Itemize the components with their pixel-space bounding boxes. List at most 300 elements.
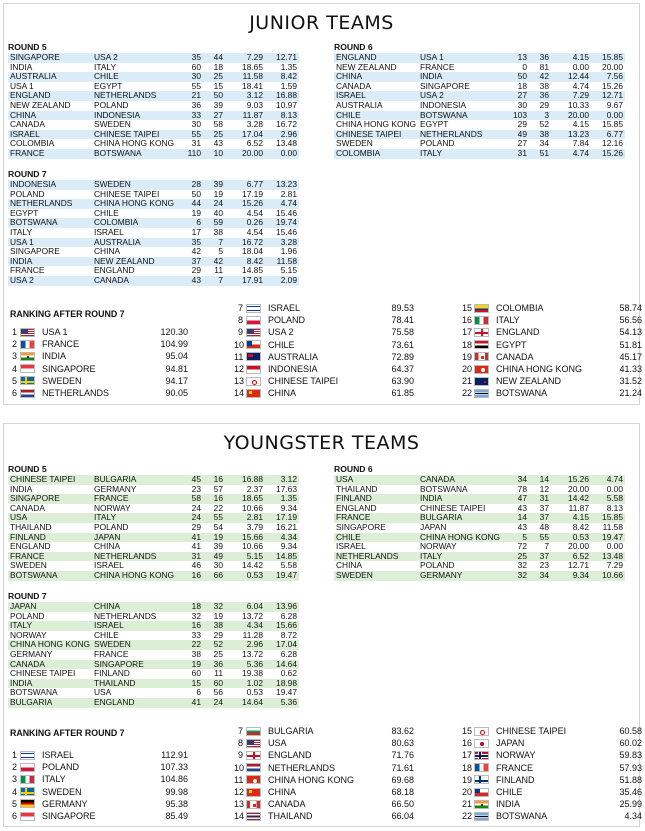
botswana-flag-icon (474, 812, 489, 821)
away-team: NETHERLANDS (94, 552, 179, 562)
away-team: CHINESE TAIPEI (94, 130, 179, 140)
home-imps: 27 (517, 139, 527, 149)
away-imps: 39 (213, 100, 223, 110)
away-team: ENGLAND (94, 266, 135, 276)
away-vp: 15.85 (589, 513, 625, 523)
away-team: CHINA HONG KONG (94, 139, 175, 149)
home-imps: 58 (179, 494, 201, 504)
away-imps: 12 (539, 484, 549, 494)
home-imps: 30 (517, 100, 527, 110)
match-row (334, 533, 625, 543)
hong-kong-flag-icon (474, 365, 489, 374)
away-vp: 19.47 (276, 688, 297, 698)
match-row (8, 660, 299, 670)
away-vp: 0.00 (263, 149, 299, 159)
away-team: INDIA (420, 72, 505, 82)
ranking-row (8, 749, 188, 761)
home-team: SWEDEN (10, 561, 47, 571)
home-team: POLAND (10, 189, 45, 199)
ranking-column-3 (462, 725, 642, 823)
italy-flag-icon (474, 316, 489, 325)
usa-flag-icon (246, 739, 261, 748)
home-imps: 103 (505, 111, 527, 121)
home-imps: 55 (179, 130, 201, 140)
home-imps: 14 (505, 513, 527, 523)
away-team: NETHERLANDS (420, 130, 505, 140)
home-imps: 38 (191, 649, 201, 659)
indonesia-flag-icon (246, 365, 261, 374)
away-team: JAPAN (94, 533, 179, 543)
match-row (334, 542, 625, 552)
home-vp: 13.23 (549, 130, 589, 140)
home-imps: 21 (179, 91, 201, 101)
ranking-row (462, 810, 642, 822)
away-vp: 3.12 (263, 475, 299, 485)
home-team: BOTSWANA (8, 218, 94, 228)
home-vp: 6.52 (549, 552, 589, 562)
home-vp: 0.53 (246, 688, 263, 698)
rank-score: 94.17 (165, 375, 188, 386)
home-imps: 60 (191, 669, 201, 679)
home-team: FRANCE (8, 149, 94, 159)
home-team: ITALY (8, 621, 94, 631)
match-row (8, 513, 299, 523)
away-vp: 14.64 (263, 660, 299, 670)
away-imps: 25 (201, 72, 223, 82)
away-team: CANADA (94, 276, 179, 286)
away-vp: 0.00 (589, 111, 625, 121)
home-imps: 41 (179, 698, 201, 708)
bulgaria-flag-icon (246, 727, 261, 736)
home-imps: 31 (179, 552, 201, 562)
usa-flag-icon (20, 328, 35, 337)
rank-team: CHINA (268, 787, 297, 798)
rank-score: 94.81 (165, 363, 188, 374)
away-imps: 30 (213, 561, 223, 571)
away-vp: 7.56 (589, 72, 625, 82)
home-imps: 30 (179, 72, 201, 82)
match-row (8, 149, 299, 159)
ranking-row (234, 810, 414, 822)
home-team: INDONESIA (8, 180, 94, 190)
match-row (8, 120, 299, 130)
home-vp: 11.28 (242, 630, 263, 640)
home-imps: 41 (179, 533, 201, 543)
away-imps: 55 (201, 513, 223, 523)
home-imps: 24 (179, 513, 201, 523)
away-team: POLAND (420, 561, 455, 571)
away-vp: 8.13 (606, 503, 623, 513)
home-imps: 60 (191, 62, 201, 72)
india-flag-icon (20, 352, 35, 361)
match-row (8, 111, 299, 121)
ranking-row (8, 375, 188, 387)
away-imps: 39 (201, 180, 223, 190)
away-team: CHINA (94, 542, 121, 552)
home-imps: 18 (517, 81, 527, 91)
home-imps: 47 (505, 494, 527, 504)
home-team: NEW ZEALAND (336, 62, 397, 72)
home-vp: 12.44 (549, 72, 589, 82)
rank-team: COLOMBIA (496, 303, 544, 314)
match-row (8, 139, 299, 149)
home-vp: 4.74 (572, 81, 589, 91)
home-imps: 16 (179, 571, 201, 581)
home-vp: 17.19 (242, 189, 263, 199)
ranking-row (8, 761, 188, 773)
match-row (8, 475, 299, 485)
ranking-row (462, 363, 642, 375)
round-label: ROUND 7 (8, 169, 47, 179)
home-imps: 23 (191, 484, 201, 494)
away-team: FRANCE (420, 62, 455, 72)
away-vp: 9.34 (280, 503, 297, 513)
rank-score: 95.38 (165, 798, 188, 809)
ranking-row (462, 302, 642, 314)
match-row (8, 552, 299, 562)
rank-score: 90.05 (165, 388, 188, 399)
home-imps: 13 (505, 53, 527, 63)
home-team: GERMANY (10, 649, 53, 659)
home-team: FRANCE (10, 266, 45, 276)
rank-score: 99.98 (165, 786, 188, 797)
home-team: SINGAPORE (336, 522, 386, 532)
home-vp: 16.72 (223, 238, 263, 248)
match-row (8, 631, 299, 641)
home-vp: 0.53 (549, 533, 589, 543)
usa-flag-icon (246, 328, 261, 337)
sweden-flag-icon (20, 376, 35, 385)
rank-position: 16 (462, 738, 473, 749)
rank-score: 54.13 (619, 327, 642, 338)
home-imps: 55 (191, 81, 201, 91)
away-vp: 17.04 (263, 640, 299, 650)
rank-team: CHINA HONG KONG (268, 774, 355, 785)
away-imps: 34 (539, 139, 549, 149)
away-imps: 32 (201, 602, 223, 612)
home-imps: 50 (505, 72, 527, 82)
home-team: NETHERLANDS (8, 199, 94, 209)
rank-score: 51.81 (619, 339, 642, 350)
sweden-flag-icon (20, 787, 35, 796)
rank-team: ENGLAND (268, 750, 312, 761)
rank-position: 14 (234, 811, 245, 822)
ranking-row (8, 350, 188, 362)
rank-position: 4 (11, 363, 17, 374)
home-vp: 9.03 (246, 100, 263, 110)
rank-score: 69.68 (391, 774, 414, 785)
youngster-round7 (8, 591, 299, 708)
rank-team: SINGAPORE (42, 811, 96, 822)
away-vp: 3.28 (263, 238, 299, 248)
match-row (8, 72, 299, 82)
away-imps: 38 (213, 227, 223, 237)
home-vp: 14.42 (242, 561, 263, 571)
match-row (8, 63, 299, 73)
home-team: CANADA (336, 81, 371, 91)
home-vp: 10.66 (242, 503, 263, 513)
rank-position: 9 (237, 327, 243, 338)
home-team: COLOMBIA (334, 149, 420, 159)
home-team: CHINA (8, 111, 94, 121)
home-imps: 6 (196, 688, 201, 698)
ranking-row (234, 326, 414, 338)
match-row (334, 485, 625, 495)
ranking-column-1 (8, 749, 188, 822)
ranking-row (462, 387, 642, 399)
ranking-row (462, 326, 642, 338)
match-row (8, 485, 299, 495)
away-vp: 10.97 (276, 100, 297, 110)
away-team: ISRAEL (94, 227, 124, 237)
england-flag-icon (474, 328, 489, 337)
home-team: USA 1 (8, 238, 94, 248)
home-imps: 24 (191, 503, 201, 513)
away-vp: 5.36 (263, 698, 299, 708)
ranking-row (462, 786, 642, 798)
ranking-row (234, 798, 414, 810)
youngster-teams-panel (3, 423, 640, 827)
away-imps: 37 (539, 503, 549, 513)
away-imps: 42 (527, 72, 549, 82)
rank-team: THAILAND (268, 811, 313, 822)
rank-position: 20 (462, 364, 473, 375)
rank-position: 4 (11, 786, 17, 797)
away-imps: 10 (201, 149, 223, 159)
home-imps: 49 (505, 130, 527, 140)
home-team: USA 2 (8, 276, 94, 286)
rank-team: ISRAEL (42, 750, 75, 761)
away-imps: 44 (201, 53, 223, 63)
rank-score: 35.46 (619, 787, 642, 798)
away-imps: 39 (213, 542, 223, 552)
rank-team: ITALY (496, 315, 520, 326)
junior-round7 (8, 169, 299, 286)
match-row (8, 698, 299, 708)
rank-team: NORWAY (496, 750, 536, 761)
home-imps: 18 (179, 602, 201, 612)
youngster-title: YOUNGSTER TEAMS (223, 432, 420, 454)
match-row (334, 149, 625, 159)
match-row (8, 276, 299, 286)
rank-team: USA (268, 738, 287, 749)
ranking-row (8, 338, 188, 350)
away-team: CHINA (94, 247, 121, 257)
away-vp: 6.28 (280, 611, 297, 621)
ranking-row (462, 749, 642, 761)
rank-position: 15 (462, 303, 473, 314)
away-vp: 4.74 (263, 199, 299, 209)
france-flag-icon (20, 340, 35, 349)
rank-score: 4.34 (624, 811, 642, 822)
ranking-row (234, 363, 414, 375)
away-team: CHINESE TAIPEI (94, 189, 160, 199)
home-vp: 13.72 (242, 611, 263, 621)
home-imps: 44 (179, 199, 201, 209)
away-vp: 1.96 (280, 247, 297, 257)
match-row (8, 247, 299, 257)
home-vp: 4.74 (549, 149, 589, 159)
away-team: CHILE (94, 630, 119, 640)
chile-flag-icon (246, 340, 261, 349)
away-vp: 0.00 (606, 484, 623, 494)
away-vp: 11.58 (263, 257, 299, 267)
match-row (8, 101, 299, 111)
away-team: GERMANY (420, 571, 505, 581)
home-imps: 42 (191, 247, 201, 257)
round-label: ROUND 7 (8, 591, 47, 601)
home-imps: 35 (179, 238, 201, 248)
home-team: FINLAND (8, 533, 94, 543)
rank-position: 12 (234, 787, 245, 798)
away-vp: 7.29 (606, 561, 623, 571)
match-row (334, 72, 625, 82)
home-vp: 14.42 (549, 494, 589, 504)
ranking-row (234, 786, 414, 798)
home-vp: 12.71 (568, 561, 589, 571)
away-vp: 13.96 (263, 602, 299, 612)
away-team: USA (94, 688, 112, 698)
away-team: ISRAEL (94, 621, 179, 631)
home-vp: 4.34 (223, 621, 263, 631)
canada-flag-icon (474, 352, 489, 361)
away-team: BOTSWANA (420, 111, 505, 121)
away-imps: 14 (527, 475, 549, 485)
away-imps: 59 (201, 218, 223, 228)
away-vp: 16.72 (276, 120, 297, 130)
away-team: CHINESE TAIPEI (420, 503, 486, 513)
ranking-row (8, 387, 188, 399)
away-team: ITALY (94, 62, 117, 72)
away-imps: 36 (527, 53, 549, 63)
ranking-heading: RANKING AFTER ROUND 7 (10, 728, 125, 738)
away-team: SINGAPORE (94, 660, 179, 670)
rank-position: 2 (11, 762, 17, 773)
rank-team: BOTSWANA (496, 388, 548, 399)
away-imps: 24 (201, 199, 223, 209)
rank-score: 64.37 (391, 364, 414, 375)
match-row (334, 91, 625, 101)
rank-position: 7 (237, 726, 243, 737)
rank-team: SWEDEN (42, 786, 82, 797)
away-vp: 0.62 (280, 669, 297, 679)
home-imps: 46 (191, 561, 201, 571)
rank-position: 8 (237, 315, 243, 326)
away-team: SWEDEN (94, 180, 179, 190)
away-team: NEW ZEALAND (94, 257, 179, 267)
italy-flag-icon (20, 775, 35, 784)
away-imps: 23 (539, 561, 549, 571)
away-team: USA 2 (94, 53, 179, 63)
away-imps: 19 (213, 611, 223, 621)
hong-kong-flag-icon (246, 775, 261, 784)
poland-flag-icon (246, 316, 261, 325)
singapore-flag-icon (20, 812, 35, 821)
home-vp: 19.38 (242, 669, 263, 679)
rank-team: AUSTRALIA (268, 351, 319, 362)
match-row (8, 688, 299, 698)
match-row (8, 561, 299, 571)
home-team: CANADA (10, 120, 45, 130)
home-team: THAILAND (10, 522, 52, 532)
rank-team: NETHERLANDS (268, 762, 336, 773)
japan-flag-icon (474, 739, 489, 748)
home-vp: 17.04 (223, 130, 263, 140)
away-team: FINLAND (94, 669, 130, 679)
away-vp: 14.85 (263, 552, 299, 562)
away-imps: 15 (213, 81, 223, 91)
away-imps: 11 (214, 266, 223, 276)
match-row (8, 257, 299, 267)
away-team: CHINA (94, 602, 179, 612)
away-imps: 38 (539, 81, 549, 91)
away-imps: 7 (201, 238, 223, 248)
away-vp: 16.21 (276, 522, 297, 532)
away-imps: 25 (201, 130, 223, 140)
home-imps: 33 (179, 111, 201, 121)
away-vp: 18.98 (263, 679, 299, 689)
home-vp: 15.66 (223, 533, 263, 543)
match-row (334, 120, 625, 130)
away-team: NETHERLANDS (94, 91, 179, 101)
home-vp: 11.87 (568, 503, 589, 513)
away-team: CHINA HONG KONG (94, 571, 179, 581)
rank-team: USA 1 (42, 327, 68, 338)
home-team: CHINESE TAIPEI (8, 475, 94, 485)
ranking-column-3 (462, 302, 642, 400)
netherlands-flag-icon (20, 389, 35, 398)
away-vp: 19.47 (589, 533, 625, 543)
home-vp: 8.42 (223, 257, 263, 267)
home-team: BULGARIA (8, 698, 94, 708)
france-flag-icon (474, 763, 489, 772)
match-row (8, 571, 299, 581)
away-imps: 37 (527, 513, 549, 523)
ranking-row (462, 339, 642, 351)
home-vp: 15.26 (223, 199, 263, 209)
away-team: NETHERLANDS (94, 611, 157, 621)
rank-score: 21.24 (619, 388, 642, 399)
home-team: SWEDEN (334, 571, 420, 581)
away-team: BULGARIA (420, 513, 505, 523)
home-team: COLOMBIA (10, 139, 55, 149)
away-team: CHILE (94, 208, 119, 218)
match-row (334, 561, 625, 571)
match-row (334, 101, 625, 111)
away-vp: 12.71 (263, 53, 299, 63)
match-table (334, 53, 625, 159)
rank-team: FRANCE (42, 339, 80, 350)
youngster-round5 (8, 464, 299, 581)
match-row (8, 523, 299, 533)
home-vp: 10.66 (242, 542, 263, 552)
home-team: BOTSWANA (10, 688, 58, 698)
home-team: BOTSWANA (8, 571, 94, 581)
ranking-row (234, 302, 414, 314)
match-row (8, 209, 299, 219)
ranking-heading: RANKING AFTER ROUND 7 (10, 309, 125, 319)
ranking-row (462, 375, 642, 387)
rank-team: FINLAND (496, 774, 535, 785)
youngster-round6 (334, 464, 625, 581)
rank-score: 66.50 (391, 799, 414, 810)
new-zealand-flag-icon (474, 377, 489, 386)
away-vp: 13.48 (276, 139, 297, 149)
rank-score: 71.76 (391, 750, 414, 761)
home-vp: 3.79 (246, 522, 263, 532)
home-team: CANADA (8, 660, 94, 670)
away-imps: 43 (213, 139, 223, 149)
